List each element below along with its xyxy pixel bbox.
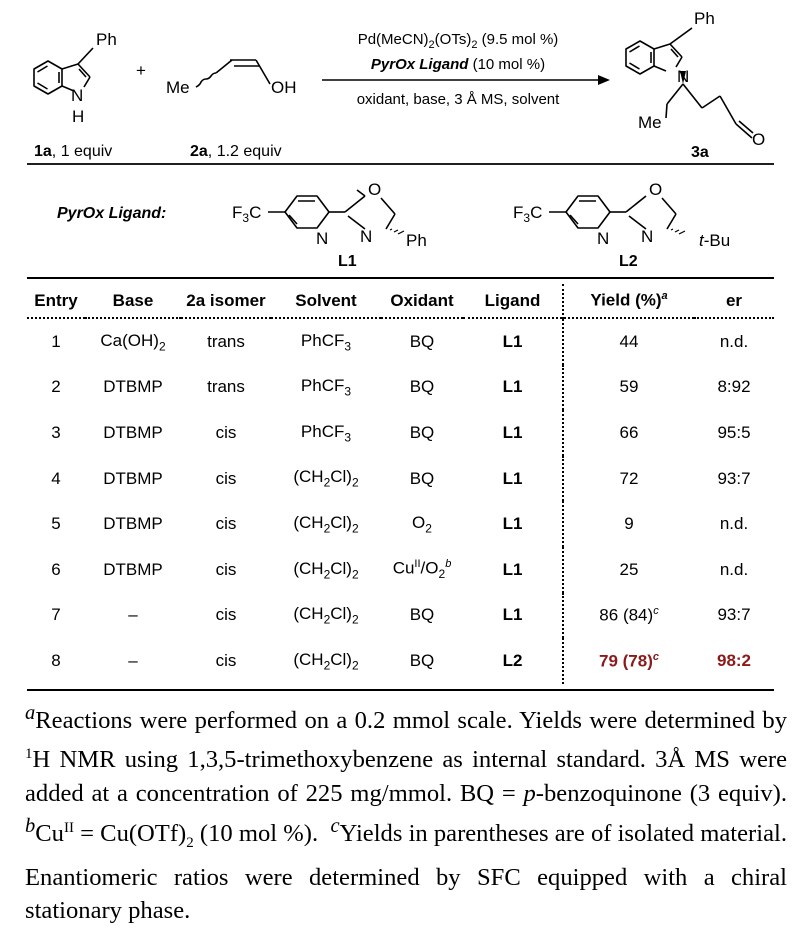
cell-text: L1	[502, 468, 523, 488]
indole-structure	[34, 48, 93, 94]
cell-text: DTBMP	[103, 514, 163, 534]
cell-text: Cl)	[330, 649, 352, 669]
cell-entry	[27, 365, 85, 411]
cell-solvent	[271, 365, 381, 411]
cell-text: (CH	[293, 558, 324, 578]
cell-subscript: 2	[438, 567, 446, 582]
indole-nitrogen-label: N	[71, 86, 84, 105]
cell-subscript: 3	[344, 338, 352, 353]
cell-subscript: 2	[323, 658, 331, 673]
cell-text: 79	[598, 651, 618, 671]
footnote-paragraph	[25, 697, 787, 928]
cell-text: cis	[215, 559, 237, 579]
cell-base	[85, 547, 181, 593]
cell-text: DTBMP	[103, 377, 163, 397]
cell-text: 86	[599, 605, 619, 625]
cell-superscript: c	[652, 650, 659, 663]
l1-oxazoline-oxygen: O	[368, 180, 382, 199]
conditions-reagents: oxidant, base, 3 Å MS, solvent	[356, 91, 560, 108]
cell-er	[694, 593, 774, 639]
ligand-l2-structure	[549, 196, 676, 229]
l1-label: L1	[338, 253, 357, 270]
aldehyde-oxygen-label: O	[752, 130, 766, 149]
cell-text: 66	[619, 422, 639, 442]
cell-text: n.d.	[719, 559, 749, 579]
l2-pyridine-nitrogen: N	[597, 229, 610, 248]
cell-oxidant	[381, 501, 463, 547]
indole-hydrogen-label: H	[72, 107, 85, 126]
cell-text: 3	[51, 422, 61, 442]
cell-text: DTBMP	[103, 422, 163, 442]
footnote-a-sup: 1	[25, 745, 33, 762]
cell-yield	[563, 501, 694, 547]
product-phenyl-label: Ph	[694, 9, 715, 28]
cell-yield	[563, 593, 694, 639]
ligand-section-title: PyrOx Ligand:	[57, 205, 167, 222]
cell-entry	[27, 318, 85, 365]
reaction-scheme	[0, 0, 801, 280]
cell-entry	[27, 593, 85, 639]
cell-text: L1	[502, 514, 523, 534]
cell-subscript: 2	[351, 566, 359, 581]
cell-subscript: 2	[351, 612, 359, 627]
cell-text: BQ	[409, 422, 435, 442]
cell-er	[694, 456, 774, 502]
l1-oxazoline-nitrogen: N	[360, 227, 373, 246]
cell-text: 95:5	[717, 422, 751, 442]
cell-oxidant	[381, 593, 463, 639]
cell-superscript: II	[414, 558, 421, 571]
table-footnotes	[25, 697, 787, 928]
cell-text: (CH	[293, 467, 324, 487]
footnote-a-text3: -benzoquinone (3 equiv).	[535, 779, 787, 807]
cell-superscript: c	[653, 605, 659, 618]
cell-text: Cl)	[330, 512, 352, 532]
cell-text: 5	[51, 514, 61, 534]
cell-oxidant	[381, 547, 463, 593]
cell-text: 72	[619, 468, 639, 488]
alkenol-structure	[196, 60, 270, 87]
cell-base	[85, 365, 181, 411]
cell-text: Cl)	[330, 604, 352, 624]
cell-entry	[27, 501, 85, 547]
reactant1-label: 1a, 1 equiv	[34, 143, 113, 160]
table-row	[27, 410, 774, 456]
footnote-b-text2: = Cu(OTf)	[73, 820, 187, 848]
cell-ligand	[463, 501, 563, 547]
cell-ligand	[463, 638, 563, 684]
cell-text: cis	[215, 422, 237, 442]
cell-subscript: 2	[323, 475, 331, 490]
table-body	[27, 318, 774, 684]
cell-text: PhCF	[300, 421, 345, 441]
cell-yield	[563, 456, 694, 502]
cell-oxidant	[381, 365, 463, 411]
cell-text: 25	[619, 559, 639, 579]
cell-isomer	[181, 410, 271, 456]
conditions-ligand: PyrOx Ligand (10 mol %)	[370, 56, 546, 73]
footnote-b-text3: (10 mol %).	[193, 820, 331, 848]
l1-cf3-label: $F_3C$	[232, 203, 262, 225]
l2-tbutyl-group: t-Bu	[699, 231, 731, 250]
cell-text: BQ	[409, 468, 435, 488]
cell-ligand	[463, 410, 563, 456]
cell-text: 2	[51, 377, 61, 397]
cell-solvent	[271, 501, 381, 547]
cell-text: trans	[207, 331, 245, 351]
cell-text: cis	[215, 468, 237, 488]
cell-subscript: 2	[351, 521, 359, 536]
cell-text: Cu	[392, 558, 415, 578]
cell-base	[85, 593, 181, 639]
table-bottom-rule	[27, 689, 774, 691]
cell-entry	[27, 547, 85, 593]
methyl-label: Me	[166, 78, 190, 97]
cell-oxidant	[381, 638, 463, 684]
cell-text: 8	[51, 650, 61, 670]
cell-text: (78)	[617, 651, 653, 671]
cell-isomer	[181, 593, 271, 639]
cell-solvent	[271, 638, 381, 684]
optimization-table	[27, 284, 774, 684]
cell-base	[85, 410, 181, 456]
cell-subscript: 2	[425, 521, 432, 536]
cell-solvent	[271, 318, 381, 365]
cell-base	[85, 318, 181, 365]
header-er: er	[725, 290, 743, 310]
l2-oxazoline-oxygen: O	[649, 180, 663, 199]
cell-text: 93:7	[717, 468, 751, 488]
hydroxyl-label: OH	[271, 78, 297, 97]
cell-ligand	[463, 365, 563, 411]
cell-text: trans	[207, 377, 245, 397]
l2-label: L2	[619, 253, 638, 270]
header-ligand: Ligand	[484, 290, 541, 310]
cell-yield	[563, 365, 694, 411]
l2-oxazoline-nitrogen: N	[641, 227, 654, 246]
cell-ligand	[463, 318, 563, 365]
cell-isomer	[181, 638, 271, 684]
footnote-b-mark: b	[25, 815, 36, 838]
cell-subscript: 2	[323, 521, 331, 536]
table-row	[27, 501, 774, 547]
header-solvent: Solvent	[295, 290, 357, 310]
cell-text: (CH	[293, 512, 324, 532]
cell-ligand	[463, 456, 563, 502]
cell-base	[85, 501, 181, 547]
footnote-b-text1: Cu	[35, 820, 64, 848]
cell-solvent	[271, 547, 381, 593]
footnote-b-sub: 2	[186, 835, 194, 852]
cell-text: 8:92	[717, 377, 751, 397]
cell-text: PhCF	[300, 376, 345, 396]
footnote-a-italic: p	[523, 779, 536, 807]
l1-phenyl-group: Ph	[406, 231, 427, 250]
cell-entry	[27, 410, 85, 456]
cell-er	[694, 365, 774, 411]
l2-cf3-label: $F_3C$	[513, 203, 543, 225]
cell-text: BQ	[409, 650, 435, 670]
cell-isomer	[181, 318, 271, 365]
cell-text: Cl)	[330, 558, 352, 578]
cell-isomer	[181, 365, 271, 411]
cell-entry	[27, 456, 85, 502]
cell-text: L1	[502, 377, 523, 397]
cell-text: 4	[51, 468, 61, 488]
cell-text: L1	[502, 605, 523, 625]
cell-yield	[563, 638, 694, 684]
cell-text: 59	[619, 377, 639, 397]
cell-text: L1	[502, 422, 523, 442]
cell-text: 98:2	[716, 650, 752, 670]
cell-isomer	[181, 501, 271, 547]
cell-solvent	[271, 456, 381, 502]
cell-er	[694, 638, 774, 684]
cell-text: /O	[420, 558, 439, 578]
cell-subscript: 2	[323, 566, 331, 581]
table-row	[27, 318, 774, 365]
cell-text: (CH	[293, 649, 324, 669]
footnote-b-sup: II	[63, 820, 74, 837]
cell-isomer	[181, 456, 271, 502]
header-isomer: 2a isomer	[186, 290, 266, 310]
cell-text: 1	[51, 331, 61, 351]
header-entry: Entry	[34, 290, 78, 310]
cell-yield	[563, 410, 694, 456]
table-row	[27, 456, 774, 502]
conditions-catalyst: $Pd(MeCN)_2(OTs)_2$ (9.5 mol %)	[357, 31, 559, 51]
cell-base	[85, 456, 181, 502]
footnote-a-text1: Reactions were performed on a 0.2 mmol scale. Yields were determined by	[35, 707, 787, 735]
reactant2-label: 2a, 1.2 equiv	[190, 143, 282, 160]
table-row	[27, 638, 774, 684]
cell-subscript: 2	[351, 475, 359, 490]
cell-text: –	[128, 650, 138, 670]
cell-ligand	[463, 593, 563, 639]
cell-subscript: 2	[158, 338, 166, 353]
cell-ligand	[463, 547, 563, 593]
cell-text: Ca(OH)	[100, 330, 159, 350]
cell-isomer	[181, 547, 271, 593]
cell-subscript: 3	[344, 430, 352, 445]
cell-solvent	[271, 593, 381, 639]
cell-er	[694, 547, 774, 593]
footnote-a-text2: H NMR using 1,3,5-trimethoxybenzene as internal standard. 3Å MS were added at a concentration of 225 mg/mmol. BQ =	[25, 745, 787, 807]
cell-text: –	[128, 605, 138, 625]
product-label: 3a	[691, 144, 709, 161]
cell-superscript: b	[445, 558, 452, 571]
cell-text: Cl)	[330, 467, 352, 487]
l1-pyridine-nitrogen: N	[316, 229, 329, 248]
cell-subscript: 3	[344, 384, 352, 399]
cell-entry	[27, 638, 85, 684]
cell-base	[85, 638, 181, 684]
cell-text: PhCF	[300, 330, 345, 350]
cell-yield	[563, 547, 694, 593]
cell-text: 93:7	[717, 605, 751, 625]
cell-text: cis	[215, 605, 237, 625]
cell-solvent	[271, 410, 381, 456]
product-methyl-label: Me	[638, 113, 662, 132]
cell-text: L2	[502, 650, 523, 670]
cell-text: 44	[619, 331, 639, 351]
cell-er	[694, 318, 774, 365]
cell-text: O	[412, 512, 426, 532]
header-base: Base	[112, 290, 154, 310]
cell-text: L1	[502, 331, 523, 351]
cell-text: (84)	[618, 605, 654, 625]
cell-subscript: 2	[351, 658, 359, 673]
cell-yield	[563, 318, 694, 365]
header-oxidant: Oxidant	[390, 290, 454, 310]
footnote-a-mark: a	[25, 702, 36, 724]
cell-text: cis	[215, 650, 237, 670]
cell-text: L1	[502, 559, 523, 579]
footnote-c-mark: c	[330, 815, 340, 838]
cell-text: 9	[624, 514, 634, 534]
cell-text: n.d.	[719, 331, 749, 351]
cell-text: cis	[215, 514, 237, 534]
cell-oxidant	[381, 318, 463, 365]
cell-text: 6	[51, 559, 61, 579]
table-header-row	[27, 284, 774, 318]
cell-text: DTBMP	[103, 559, 163, 579]
cell-subscript: 2	[323, 612, 331, 627]
product-nitrogen-label: N	[677, 67, 690, 86]
footnote-c-text: Yields in parentheses are of isolated material. Enantiomeric ratios were determined by SFC equipped with a chiral stationary phase.	[25, 820, 787, 925]
cell-text: (CH	[293, 604, 324, 624]
cell-text: BQ	[409, 377, 435, 397]
cell-text: n.d.	[719, 514, 749, 534]
cell-text: 7	[51, 605, 61, 625]
cell-text: BQ	[409, 605, 435, 625]
plus-sign: +	[136, 61, 146, 80]
cell-er	[694, 501, 774, 547]
table-top-rule	[27, 277, 774, 279]
cell-text: DTBMP	[103, 468, 163, 488]
table-row	[27, 593, 774, 639]
cell-er	[694, 410, 774, 456]
cell-oxidant	[381, 410, 463, 456]
cell-oxidant	[381, 456, 463, 502]
phenyl-label: Ph	[96, 30, 117, 49]
cell-text: BQ	[409, 331, 435, 351]
header-yield: Yield (%)$^a$	[563, 284, 694, 318]
table-row	[27, 365, 774, 411]
table-row	[27, 547, 774, 593]
